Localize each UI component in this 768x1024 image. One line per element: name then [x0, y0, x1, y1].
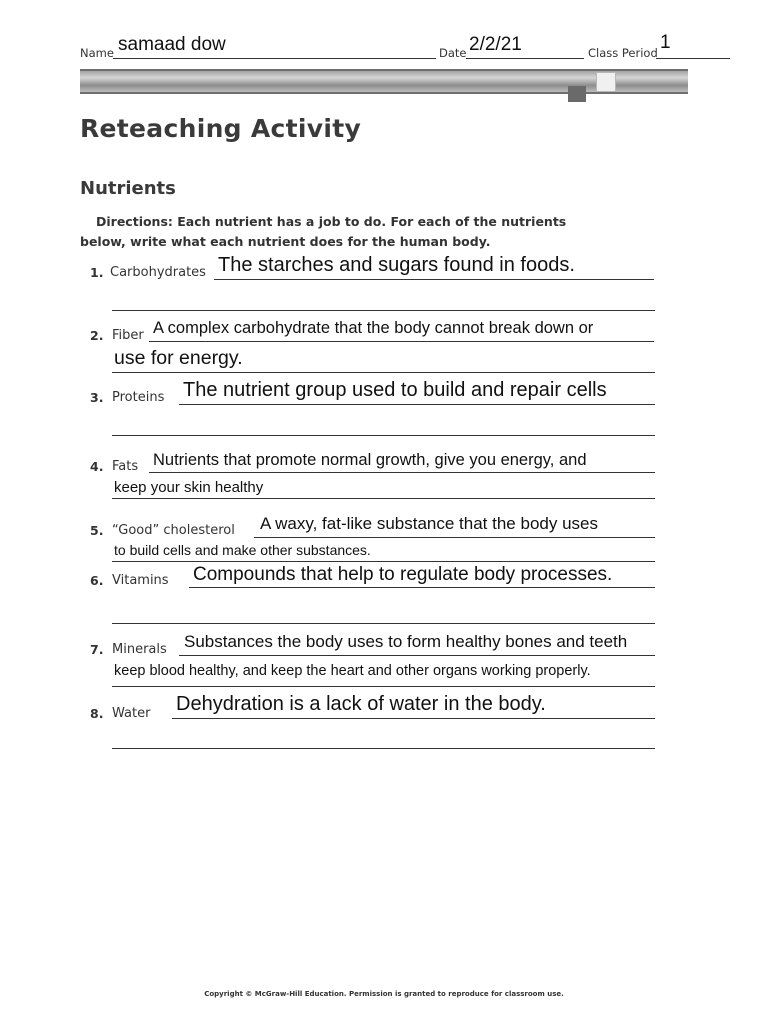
- answer-text-line-1: Dehydration is a lack of water in the body.: [176, 693, 546, 715]
- date-value: 2/2/21: [469, 34, 522, 55]
- page-title: Reteaching Activity: [80, 114, 362, 143]
- answer-line-1: [149, 472, 655, 473]
- answer-text-line-1: Nutrients that promote normal growth, give you energy, and: [153, 451, 587, 469]
- answer-text-line-1: The starches and sugars found in foods.: [218, 254, 575, 276]
- answer-text-line-1: A waxy, fat-like substance that the body uses: [260, 514, 598, 533]
- answer-line-2: [112, 372, 655, 373]
- date-label: Date: [439, 46, 467, 60]
- answer-text-line-2: keep your skin healthy: [114, 479, 264, 496]
- item-number: 1.: [90, 265, 104, 280]
- class-period-value: 1: [660, 32, 671, 53]
- item-term: Vitamins: [112, 573, 169, 588]
- directions-line-1: Directions: Each nutrient has a job to do. For each of the nutrients: [96, 214, 567, 229]
- answer-line-2: [112, 435, 655, 436]
- answer-line-1: [189, 587, 655, 588]
- item-number: 8.: [90, 706, 104, 721]
- item-term: Minerals: [112, 642, 167, 657]
- item-number: 4.: [90, 459, 104, 474]
- answer-line-2: [112, 310, 655, 311]
- item-term: Water: [112, 706, 151, 721]
- name-label: Name: [80, 46, 114, 60]
- bar-top-line: [80, 69, 688, 71]
- answer-text-line-1: A complex carbohydrate that the body cannot break down or: [153, 319, 594, 337]
- item-term: “Good” cholesterol: [112, 523, 235, 538]
- answer-line-2: [112, 498, 655, 499]
- answer-line-1: [214, 279, 654, 280]
- item-number: 3.: [90, 390, 104, 405]
- class-period-line: [656, 58, 730, 59]
- item-term: Carbohydrates: [110, 265, 206, 280]
- answer-line-2: [112, 748, 655, 749]
- item-number: 6.: [90, 573, 104, 588]
- light-square-ornament: [596, 72, 616, 92]
- answer-line-1: [179, 404, 655, 405]
- answer-line-1: [179, 655, 655, 656]
- answer-text-line-1: Substances the body uses to form healthy bones and teeth: [184, 632, 628, 651]
- answer-text-line-2: to build cells and make other substances.: [114, 542, 371, 558]
- answer-line-1: [149, 341, 654, 342]
- dark-square-ornament: [568, 86, 586, 102]
- item-number: 7.: [90, 642, 104, 657]
- answer-line-2: [112, 623, 655, 624]
- directions-line-2: below, write what each nutrient does for the human body.: [80, 234, 491, 249]
- answer-line-2: [112, 561, 655, 562]
- copyright-footer: Copyright © McGraw-Hill Education. Permission is granted to reproduce for classroom use.: [204, 990, 564, 998]
- item-term: Fiber: [112, 328, 144, 343]
- answer-text-line-1: Compounds that help to regulate body processes.: [193, 564, 613, 585]
- answer-text-line-2: use for energy.: [114, 347, 243, 369]
- item-term: Proteins: [112, 390, 165, 405]
- class-period-label: Class Period: [588, 46, 658, 60]
- item-number: 5.: [90, 523, 104, 538]
- answer-line-2: [112, 686, 655, 687]
- answer-text-line-1: The nutrient group used to build and repair cells: [183, 379, 607, 401]
- answer-text-line-2: keep blood healthy, and keep the heart and other organs working properly.: [114, 663, 591, 679]
- date-line: [466, 58, 584, 59]
- item-term: Fats: [112, 459, 139, 474]
- name-line: [113, 58, 436, 59]
- item-number: 2.: [90, 328, 104, 343]
- answer-line-1: [254, 537, 655, 538]
- name-value: samaad dow: [118, 34, 226, 55]
- answer-line-1: [172, 718, 655, 719]
- bar-bottom-line: [80, 92, 688, 94]
- section-title: Nutrients: [80, 178, 176, 199]
